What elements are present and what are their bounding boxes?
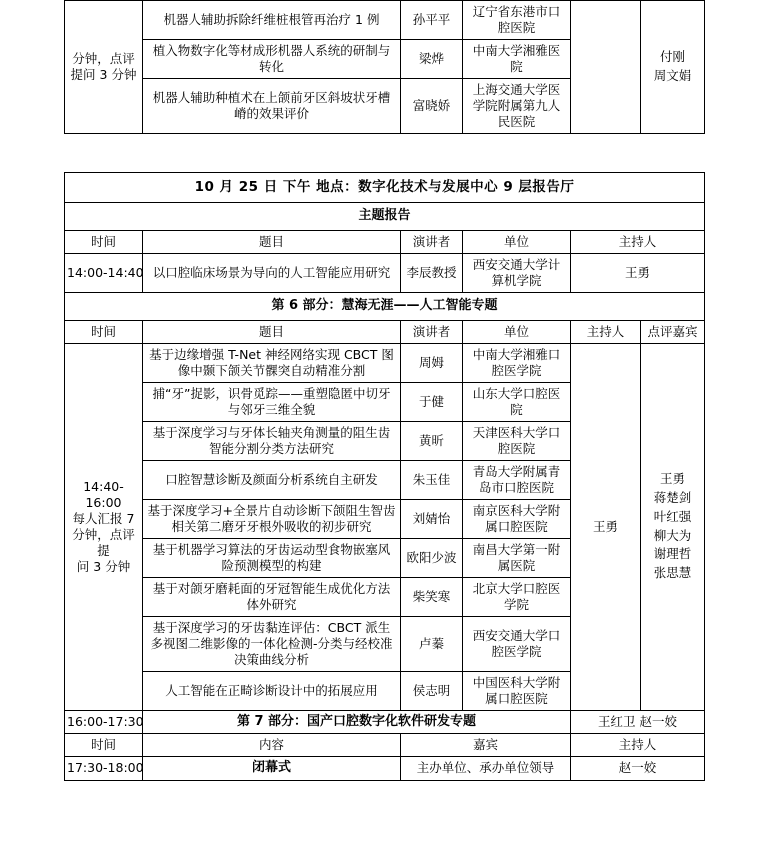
unit-cell: 中南大学湘雅医院 [463, 40, 571, 79]
table-header-row [65, 230, 705, 253]
column-header-commentator: 点评嘉宾 [641, 320, 705, 343]
speaker-cell: 侯志明 [401, 671, 463, 710]
column-header-speaker: 演讲者 [401, 320, 463, 343]
unit-cell: 上海交通大学医学院附属第九人民医院 [463, 79, 571, 134]
column-header-topic: 题目 [143, 230, 401, 253]
part7-title: 第 7 部分：国产口腔数字化软件研发专题 [143, 710, 571, 734]
commentator-name: 蒋楚剑 [653, 490, 692, 506]
time-cell: 16:00-17:30 [65, 710, 143, 734]
column-header-content: 内容 [143, 734, 401, 757]
column-header-host: 主持人 [571, 734, 705, 757]
time-cell: 14:00-14:40 [65, 253, 143, 292]
table-row [65, 203, 705, 231]
column-header-time: 时间 [65, 320, 143, 343]
time-line: 分钟，点评提 [72, 526, 135, 558]
host-cell: 王勇 [571, 253, 705, 292]
keynote-section-title: 主题报告 [65, 203, 705, 231]
commentator-name: 付刚 [659, 49, 685, 65]
session-title: 10 月 25 日 下午 地点：数字化技术与发展中心 9 层报告厅 [65, 173, 705, 203]
unit-cell: 南京医科大学附属口腔医院 [463, 499, 571, 538]
unit-cell: 南昌大学第一附属医院 [463, 538, 571, 577]
speaker-cell: 卢蓁 [401, 616, 463, 671]
speaker-cell: 刘婧怡 [401, 499, 463, 538]
speaker-cell: 朱玉佳 [401, 460, 463, 499]
host-cell: 赵一姣 [571, 757, 705, 781]
time-line: 每人汇报 7 [72, 510, 135, 526]
topic-cell: 基于深度学习+全景片自动诊断下颌阻生智齿相关第二磨牙牙根外吸收的初步研究 [143, 499, 401, 538]
unit-cell: 青岛大学附属青岛市口腔医院 [463, 460, 571, 499]
table-header-row [65, 320, 705, 343]
speaker-cell: 梁烨 [401, 40, 463, 79]
topic-cell: 植入物数字化等材成形机器人系统的研制与转化 [143, 40, 401, 79]
table-row [65, 1, 705, 40]
speaker-cell: 柴笑寒 [401, 577, 463, 616]
commentator-name: 王勇 [659, 471, 685, 487]
commentator-name: 叶红强 [653, 508, 692, 524]
time-cell: 分钟，点评提问 3 分钟 [65, 1, 143, 134]
host-cell [571, 1, 641, 134]
unit-cell: 辽宁省东港市口腔医院 [463, 1, 571, 40]
column-header-topic: 题目 [143, 320, 401, 343]
schedule-table-continued [64, 0, 705, 134]
time-cell: 17:30-18:00 [65, 757, 143, 781]
speaker-cell: 欧阳少波 [401, 538, 463, 577]
table-row [65, 173, 705, 203]
unit-cell: 北京大学口腔医学院 [463, 577, 571, 616]
topic-cell: 基于深度学习与牙体长轴夹角测量的阻生齿智能分割分类方法研究 [143, 421, 401, 460]
speaker-cell: 孙平平 [401, 1, 463, 40]
host-cell: 王勇 [571, 343, 641, 710]
unit-cell: 中国医科大学附属口腔医院 [463, 671, 571, 710]
part6-title: 第 6 部分：慧海无涯——人工智能专题 [65, 292, 705, 320]
topic-cell: 机器人辅助拆除纤维桩根管再治疗 1 例 [143, 1, 401, 40]
speaker-cell: 李辰教授 [401, 253, 463, 292]
unit-cell: 西安交通大学计算机学院 [463, 253, 571, 292]
table-row [65, 253, 705, 292]
column-header-unit: 单位 [463, 230, 571, 253]
column-header-guest: 嘉宾 [401, 734, 571, 757]
table-row [65, 292, 705, 320]
unit-cell: 中南大学湘雅口腔医学院 [463, 343, 571, 382]
guest-cell: 主办单位、承办单位领导 [401, 757, 571, 781]
schedule-table-afternoon [64, 172, 705, 781]
topic-cell: 口腔智慧诊断及颜面分析系统自主研发 [143, 460, 401, 499]
topic-cell: 捕“牙”捉影，识骨觅踪——重塑隐匿中切牙与邻牙三维全貌 [143, 382, 401, 421]
commentator-name: 柳大为 [653, 527, 692, 543]
table-header-row [65, 734, 705, 757]
commentator-cell [641, 343, 705, 710]
column-header-unit: 单位 [463, 320, 571, 343]
host-cell: 王红卫 赵一姣 [571, 710, 705, 734]
speaker-cell: 周姆 [401, 343, 463, 382]
column-header-time: 时间 [65, 230, 143, 253]
topic-cell: 人工智能在正畸诊断设计中的拓展应用 [143, 671, 401, 710]
unit-cell: 天津医科大学口腔医院 [463, 421, 571, 460]
topic-cell: 基于对颌牙磨耗面的牙冠智能生成优化方法体外研究 [143, 577, 401, 616]
column-header-speaker: 演讲者 [401, 230, 463, 253]
unit-cell: 山东大学口腔医院 [463, 382, 571, 421]
table-row [65, 757, 705, 781]
topic-cell: 基于边缘增强 T-Net 神经网络实现 CBCT 图像中颞下颌关节髁突自动精准分割 [143, 343, 401, 382]
commentator-name: 张思慧 [653, 565, 692, 581]
speaker-cell: 于健 [401, 382, 463, 421]
commentator-cell [641, 1, 705, 134]
commentator-name: 周文娟 [653, 68, 692, 83]
time-line: 14:40-16:00 [83, 478, 124, 510]
column-header-time: 时间 [65, 734, 143, 757]
commentator-name: 谢理哲 [653, 546, 692, 562]
time-line: 问 3 分钟 [76, 558, 131, 574]
topic-cell: 机器人辅助种植术在上颌前牙区斜坡状牙槽嵴的效果评价 [143, 79, 401, 134]
topic-cell: 基于机器学习算法的牙齿运动型食物嵌塞风险预测模型的构建 [143, 538, 401, 577]
topic-cell: 以口腔临床场景为导向的人工智能应用研究 [143, 253, 401, 292]
speaker-cell: 黄昕 [401, 421, 463, 460]
content-cell: 闭幕式 [143, 757, 401, 781]
table-row [65, 343, 705, 382]
unit-cell: 西安交通大学口腔医学院 [463, 616, 571, 671]
table-row [65, 710, 705, 734]
column-header-host: 主持人 [571, 230, 705, 253]
time-cell [65, 343, 143, 710]
topic-cell: 基于深度学习的牙齿黏连评估：CBCT 派生多视图二维影像的一体化检测-分类与经校准决策曲线分析 [143, 616, 401, 671]
column-header-host: 主持人 [571, 320, 641, 343]
speaker-cell: 富晓娇 [401, 79, 463, 134]
